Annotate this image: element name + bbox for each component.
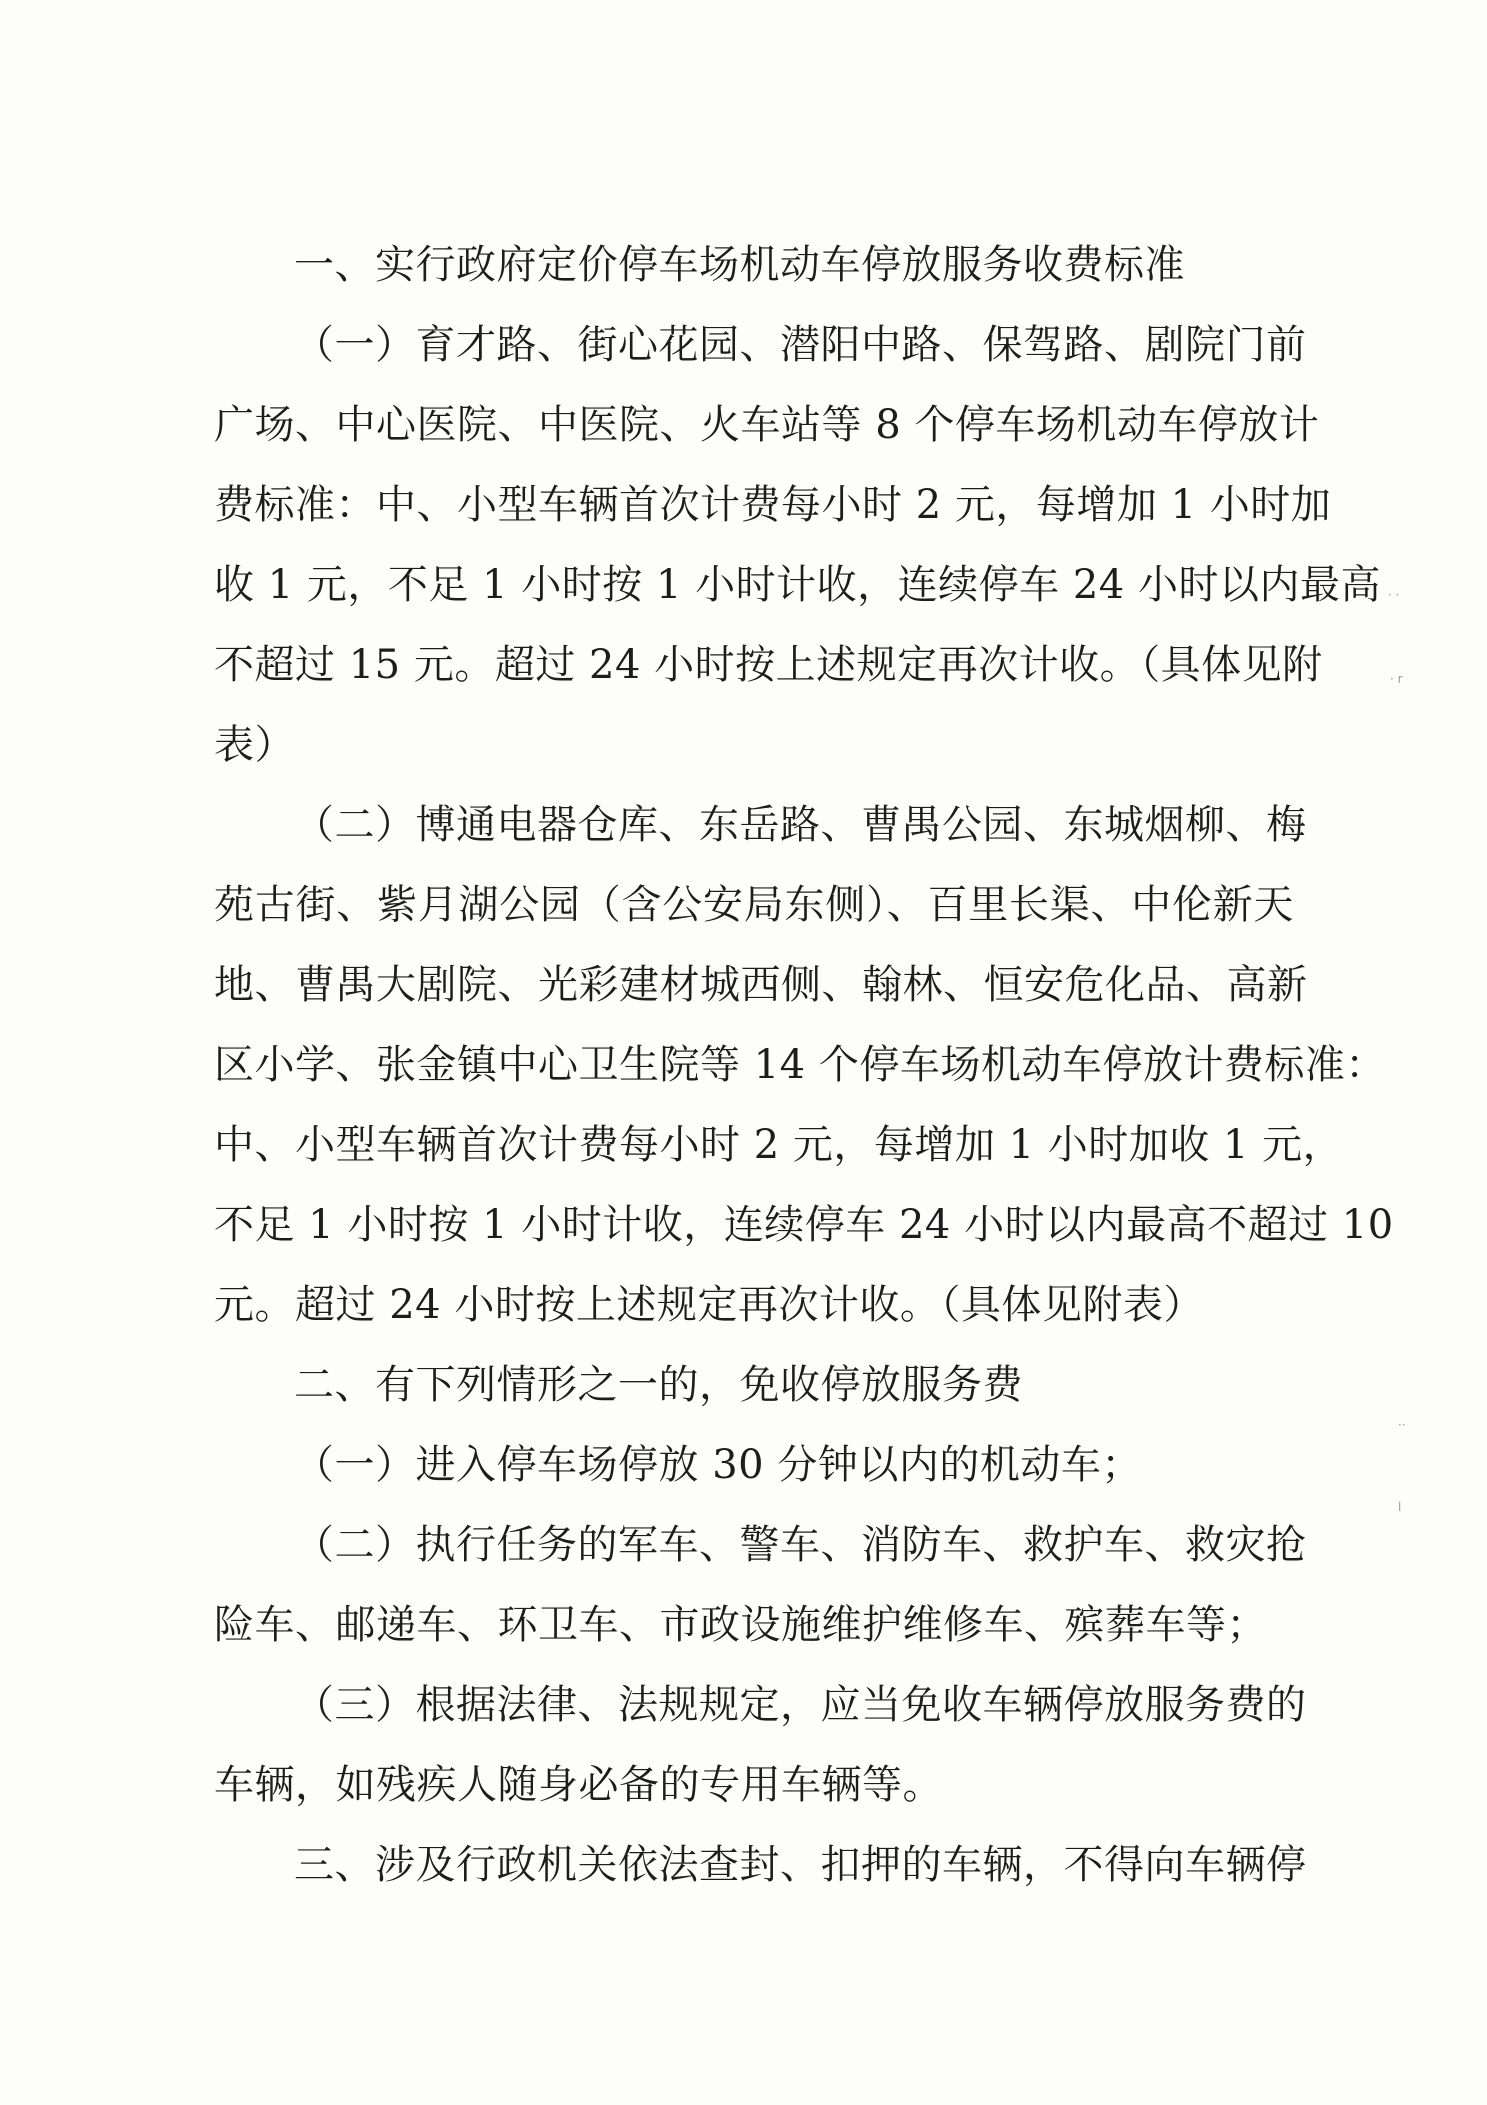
paragraph-line: （一）进入停车场停放 30 分钟以内的机动车； — [294, 1442, 1142, 1488]
paragraph-line: 险车、邮递车、环卫车、市政设施维护维修车、殡葬车等； — [214, 1602, 1267, 1648]
section-heading-3: 三、涉及行政机关依法查封、扣押的车辆，不得向车辆停 — [294, 1842, 1307, 1888]
paragraph-line: 车辆，如残疾人随身必备的专用车辆等。 — [214, 1762, 943, 1808]
paragraph-line: （三）根据法律、法规规定，应当免收车辆停放服务费的 — [294, 1682, 1307, 1728]
paragraph-line: 费标准：中、小型车辆首次计费每小时 2 元，每增加 1 小时加 — [214, 482, 1332, 528]
section-heading-1: 一、实行政府定价停车场机动车停放服务收费标准 — [294, 242, 1185, 288]
paragraph-line: （二）执行任务的军车、警车、消防车、救护车、救灾抢 — [294, 1522, 1307, 1568]
scan-mark: l — [1398, 1500, 1402, 1514]
paragraph-line: （二）博通电器仓库、东岳路、曹禺公园、东城烟柳、梅 — [294, 802, 1307, 848]
paragraph-line: 广场、中心医院、中医院、火车站等 8 个停车场机动车停放计 — [214, 402, 1320, 448]
paragraph-line: 地、曹禺大剧院、光彩建材城西侧、翰林、恒安危化品、高新 — [214, 962, 1308, 1008]
paragraph-line: 不超过 15 元。超过 24 小时按上述规定再次计收。（具体见附 — [214, 642, 1323, 688]
paragraph-line: 区小学、张金镇中心卫生院等 14 个停车场机动车停放计费标准： — [214, 1042, 1386, 1088]
paragraph-line: 不足 1 小时按 1 小时计收，连续停车 24 小时以内最高不超过 10 — [214, 1202, 1394, 1248]
paragraph-line: （一）育才路、街心花园、潜阳中路、保驾路、剧院门前 — [294, 322, 1307, 368]
paragraph-line: 表） — [214, 722, 295, 768]
scan-mark: · · — [1388, 588, 1400, 602]
scan-mark: · r — [1390, 672, 1403, 686]
paragraph-line: 中、小型车辆首次计费每小时 2 元，每增加 1 小时加收 1 元， — [214, 1122, 1344, 1168]
paragraph-line: 元。超过 24 小时按上述规定再次计收。（具体见附表） — [214, 1282, 1204, 1328]
paragraph-line: 收 1 元，不足 1 小时按 1 小时计收，连续停车 24 小时以内最高 — [214, 562, 1381, 608]
section-heading-2: 二、有下列情形之一的，免收停放服务费 — [294, 1362, 1023, 1408]
scan-mark: ·· — [1398, 1418, 1406, 1432]
document-body — [214, 225, 1394, 1905]
paragraph-line: 苑古街、紫月湖公园（含公安局东侧）、百里长渠、中伦新天 — [214, 882, 1294, 928]
